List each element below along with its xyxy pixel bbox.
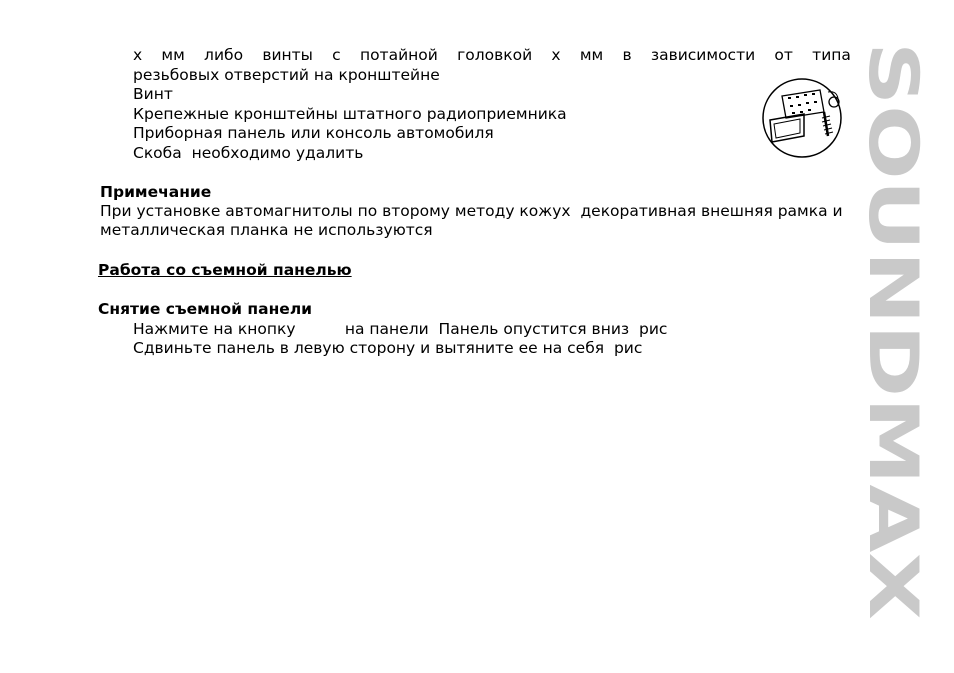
word: х: [551, 46, 561, 64]
word: винты: [262, 46, 313, 64]
step-2: Сдвиньте панель в левую сторону и вытяните ее на себя рис: [133, 339, 643, 357]
step-1: Нажмите на кнопку на панели Панель опустится вниз рис: [133, 320, 668, 338]
screw-spec-continuation: резьбовых отверстий на кронштейне: [133, 66, 440, 84]
soundmax-logo-text: SOUNDMAX: [853, 42, 932, 491]
word: либо: [204, 46, 244, 64]
note-text-line-1: При установке автомагнитолы по второму методу кожух декоративная внешняя рамка и: [100, 202, 843, 220]
list-item-brackets: Крепежные кронштейны штатного радиоприемника: [133, 105, 567, 123]
section-title: Работа со съемной панелью: [98, 261, 352, 279]
word: х: [133, 46, 143, 64]
word: мм: [579, 46, 604, 64]
word: типа: [812, 46, 851, 64]
note-text-line-2: металлическая планка не используются: [100, 221, 433, 239]
word: головкой: [457, 46, 533, 64]
word: от: [774, 46, 793, 64]
note-title: Примечание: [100, 183, 212, 201]
list-item-dashboard: Приборная панель или консоль автомобиля: [133, 124, 494, 142]
word: потайной: [359, 46, 438, 64]
bracket-screw-illustration-icon: [760, 76, 844, 160]
word: с: [332, 46, 341, 64]
word: зависимости: [650, 46, 756, 64]
word: мм: [161, 46, 185, 64]
subsection-title: Снятие съемной панели: [98, 300, 313, 318]
list-item-clip: Скоба необходимо удалить: [133, 144, 364, 162]
word: в: [622, 46, 632, 64]
list-item-screw: Винт: [133, 85, 173, 103]
screw-spec-line: [133, 46, 851, 65]
soundmax-logo: [853, 42, 932, 622]
